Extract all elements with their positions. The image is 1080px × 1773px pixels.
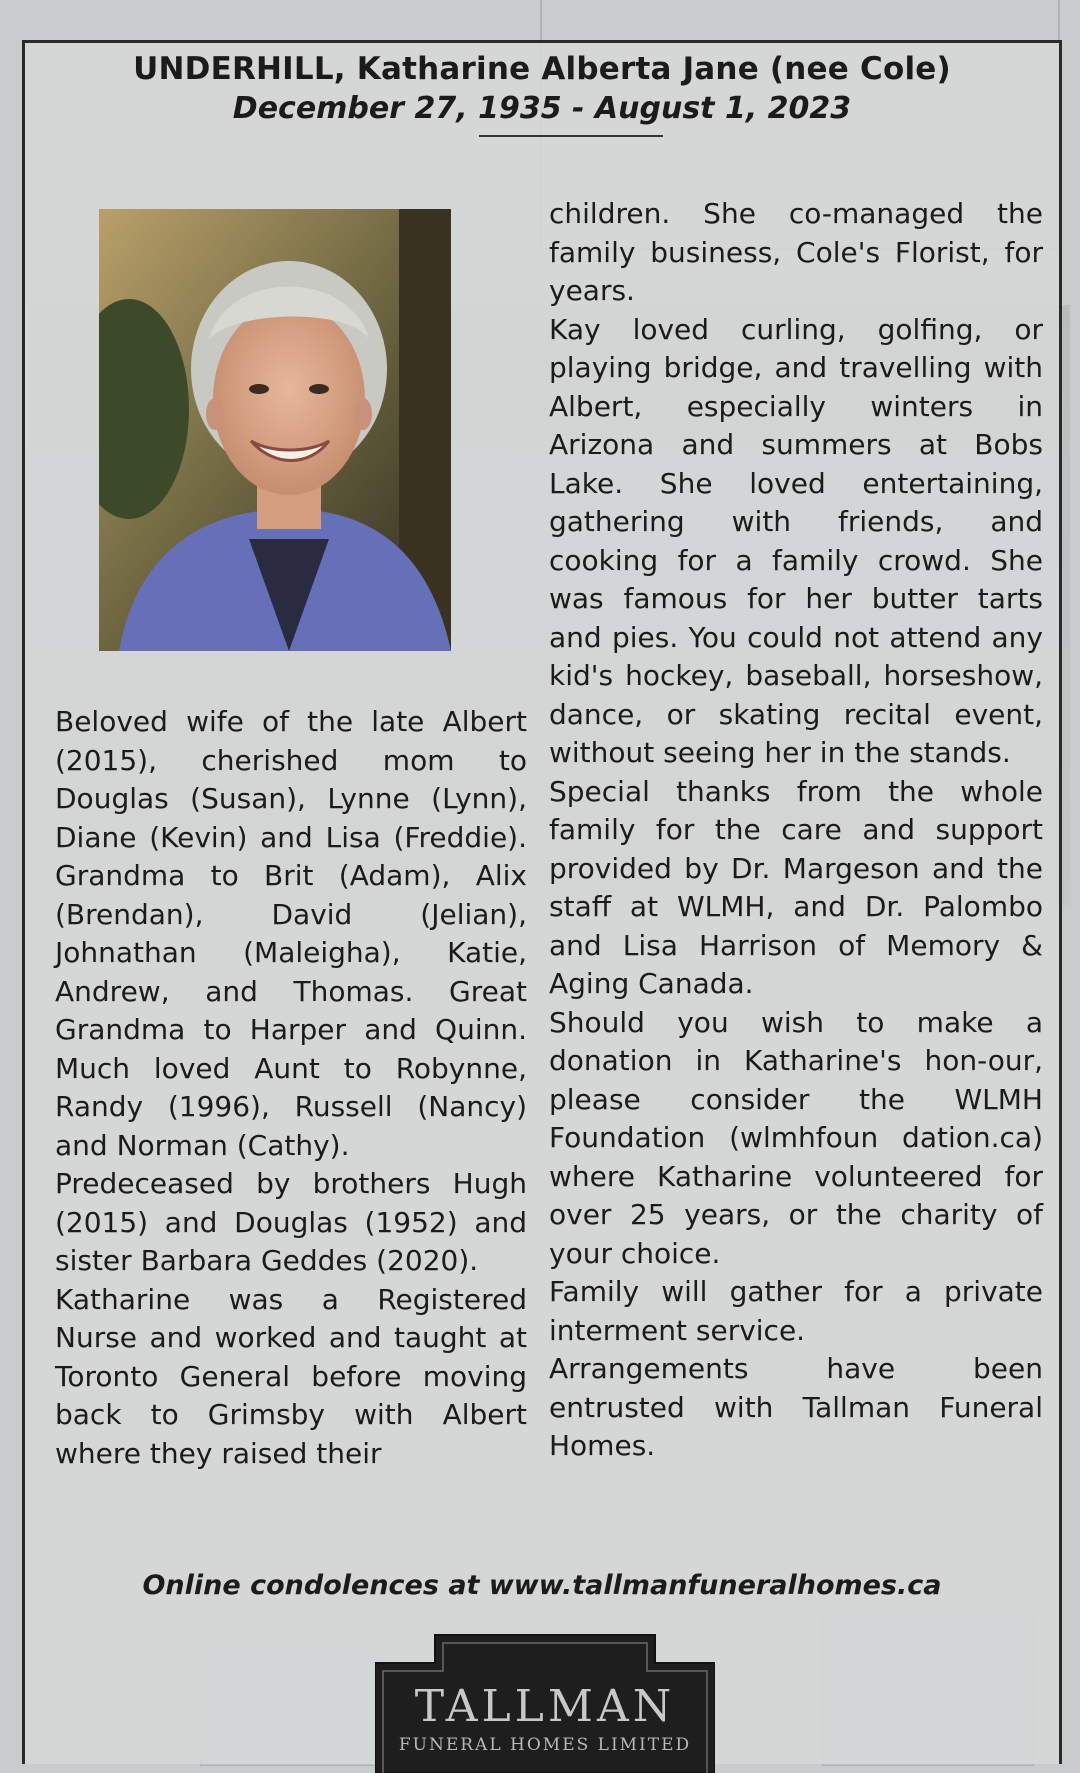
tallman-logo — [375, 1623, 715, 1773]
logo-title: TALLMAN — [414, 1681, 676, 1732]
paragraph-donation: Should you wish to make a donation in Katharine's hon-our, please consider the WLMH Foundation (wlmhfoun dation.ca) where Katharine volunteered for over 25 years, or the charity of your choice. — [549, 1005, 1043, 1270]
condolences-link[interactable]: Online condolences at www.tallmanfuneralhomes.ca — [142, 1570, 942, 1601]
obituary-name: UNDERHILL, Katharine Alberta Jane (nee Cole) — [133, 51, 951, 87]
paragraph-career: Katharine was a Registered Nurse and worked and taught at Toronto General before moving back to Grimsby with Albert where they raised their — [55, 1282, 527, 1470]
obituary-dates: December 27, 1935 - August 1, 2023 — [232, 91, 852, 126]
paragraph-interment: Family will gather for a private interment service. — [549, 1275, 1043, 1347]
left-column — [55, 703, 527, 1473]
obituary-notice — [22, 40, 1062, 1764]
right-column — [549, 195, 1043, 1466]
title-divider — [479, 135, 663, 137]
portrait-image — [99, 209, 451, 651]
paragraph-family: Beloved wife of the late Albert (2015), cherished mom to Douglas (Susan), Lynne (Lynn), Diane (Kevin) and Lisa (Freddie). Grandma to Brit (Adam), Alix (Brendan), David (Jelian), Johnathan (Maleigha), Katie, Andrew, and Thomas. Great Grandma to Harper and Quinn. Much loved Aunt to Robynne, Randy (1996), Russell (Nancy) and Norman (Cathy). — [55, 705, 527, 1162]
paragraph-thanks: Special thanks from the whole family for the care and support provided by Dr. Margeson and the staff at WLMH, and Dr. Palombo and Lisa Harrison of Memory & Aging Canada. — [549, 774, 1043, 1000]
paragraph-hobbies: Kay loved curling, golfing, or playing bridge, and travelling with Albert, especially winters in Arizona and summers at Bobs Lake. She loved entertaining, gathering with friends, and cooking for a family crowd. She was famous for her butter tarts and pies. You could not attend any kid's hockey, baseball, horseshow, dance, or skating recital event, without seeing her in the stands. — [549, 312, 1043, 769]
paragraph-business: children. She co-managed the family business, Cole's Florist, for years. — [549, 197, 1043, 307]
logo-subtitle: FUNERAL HOMES LIMITED — [398, 1735, 692, 1755]
paragraph-arrangements: Arrangements have been entrusted with Tallman Funeral Homes. — [549, 1352, 1043, 1462]
portrait-photo — [99, 209, 451, 651]
paragraph-predeceased: Predeceased by brothers Hugh (2015) and Douglas (1952) and sister Barbara Geddes (2020). — [55, 1167, 527, 1277]
